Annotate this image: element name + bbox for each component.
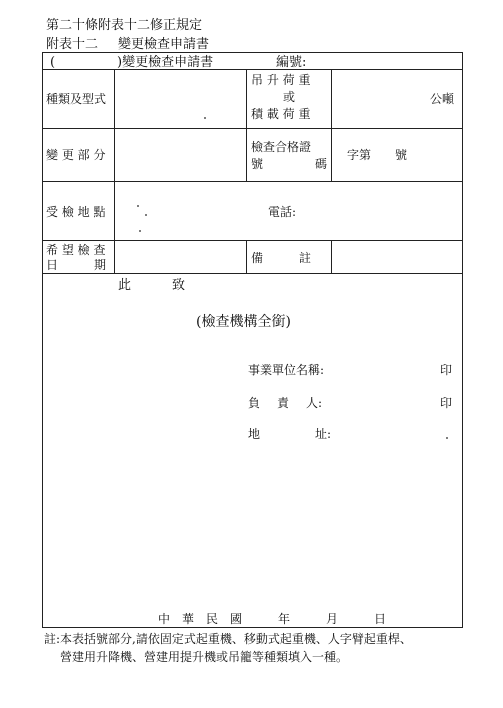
row-divider xyxy=(42,181,463,182)
address-label-2: 址: xyxy=(315,427,332,441)
load-label-line3: 積 載 荷 重 xyxy=(251,107,311,121)
scan-speck xyxy=(446,437,448,439)
col-divider xyxy=(331,69,332,181)
type-model-label: 種類及型式 xyxy=(46,92,107,106)
number-label: 編號: xyxy=(276,55,307,70)
salutation-ci: 此 xyxy=(118,278,132,293)
col-divider xyxy=(114,69,115,273)
cert-label-line3: 碼 xyxy=(315,157,328,171)
seal-mark: 印 xyxy=(440,396,453,410)
col-divider xyxy=(331,240,332,273)
inspection-agency: (檢查機構全銜) xyxy=(196,314,291,330)
row-divider xyxy=(42,273,463,274)
salutation-zhi: 致 xyxy=(172,278,186,293)
scan-speck xyxy=(145,214,147,216)
scan-speck xyxy=(204,117,206,119)
load-unit: 公噸 xyxy=(430,92,455,106)
date-line: 中 華 民 國 年 月 日 xyxy=(158,612,387,626)
amendment-heading: 第二十條附表十二修正規定 xyxy=(46,18,203,33)
form-frame xyxy=(42,52,463,628)
inspection-location-label: 受 檢 地 點 xyxy=(46,205,106,219)
scan-speck xyxy=(137,205,139,207)
form-title: )變更檢查申請書 xyxy=(117,55,214,70)
title-paren-open: ( xyxy=(50,55,56,70)
row-divider xyxy=(42,69,463,70)
desired-date-label-line2: 日 期 xyxy=(46,258,107,272)
appendix-title: 變更檢查申請書 xyxy=(118,37,210,52)
row-divider xyxy=(42,128,463,129)
note-line2: 營建用升降機、營建用提升機或吊籠等種類填入一種。 xyxy=(60,650,349,664)
organization-name-label: 事業單位名稱: xyxy=(248,363,325,377)
col-divider xyxy=(246,69,247,181)
seal-mark: 印 xyxy=(440,363,453,377)
representative-label-1: 負 xyxy=(248,396,261,410)
appendix-number: 附表十二 xyxy=(46,37,99,52)
remarks-label: 備 註 xyxy=(251,251,312,265)
representative-label-2: 責 xyxy=(277,396,290,410)
cert-number-value: 字第 號 xyxy=(347,148,408,162)
representative-label-3: 人: xyxy=(306,396,323,410)
change-part-label: 變 更 部 分 xyxy=(46,148,106,162)
cert-label-line2: 號 xyxy=(251,157,264,171)
load-label-line2: 或 xyxy=(283,90,296,104)
cert-label-line1: 檢查合格證 xyxy=(251,140,312,154)
phone-label: 電話: xyxy=(268,205,297,219)
load-label-line1: 吊 升 荷 重 xyxy=(251,73,311,87)
row-divider xyxy=(42,240,463,241)
address-label-1: 地 xyxy=(248,427,261,441)
col-divider xyxy=(246,240,247,273)
desired-date-label-line1: 希 望 檢 查 xyxy=(46,243,106,257)
scan-speck xyxy=(139,230,141,232)
note-line1: 註:本表括號部分,請依固定式起重機、移動式起重機、人字臂起重桿、 xyxy=(44,632,412,646)
